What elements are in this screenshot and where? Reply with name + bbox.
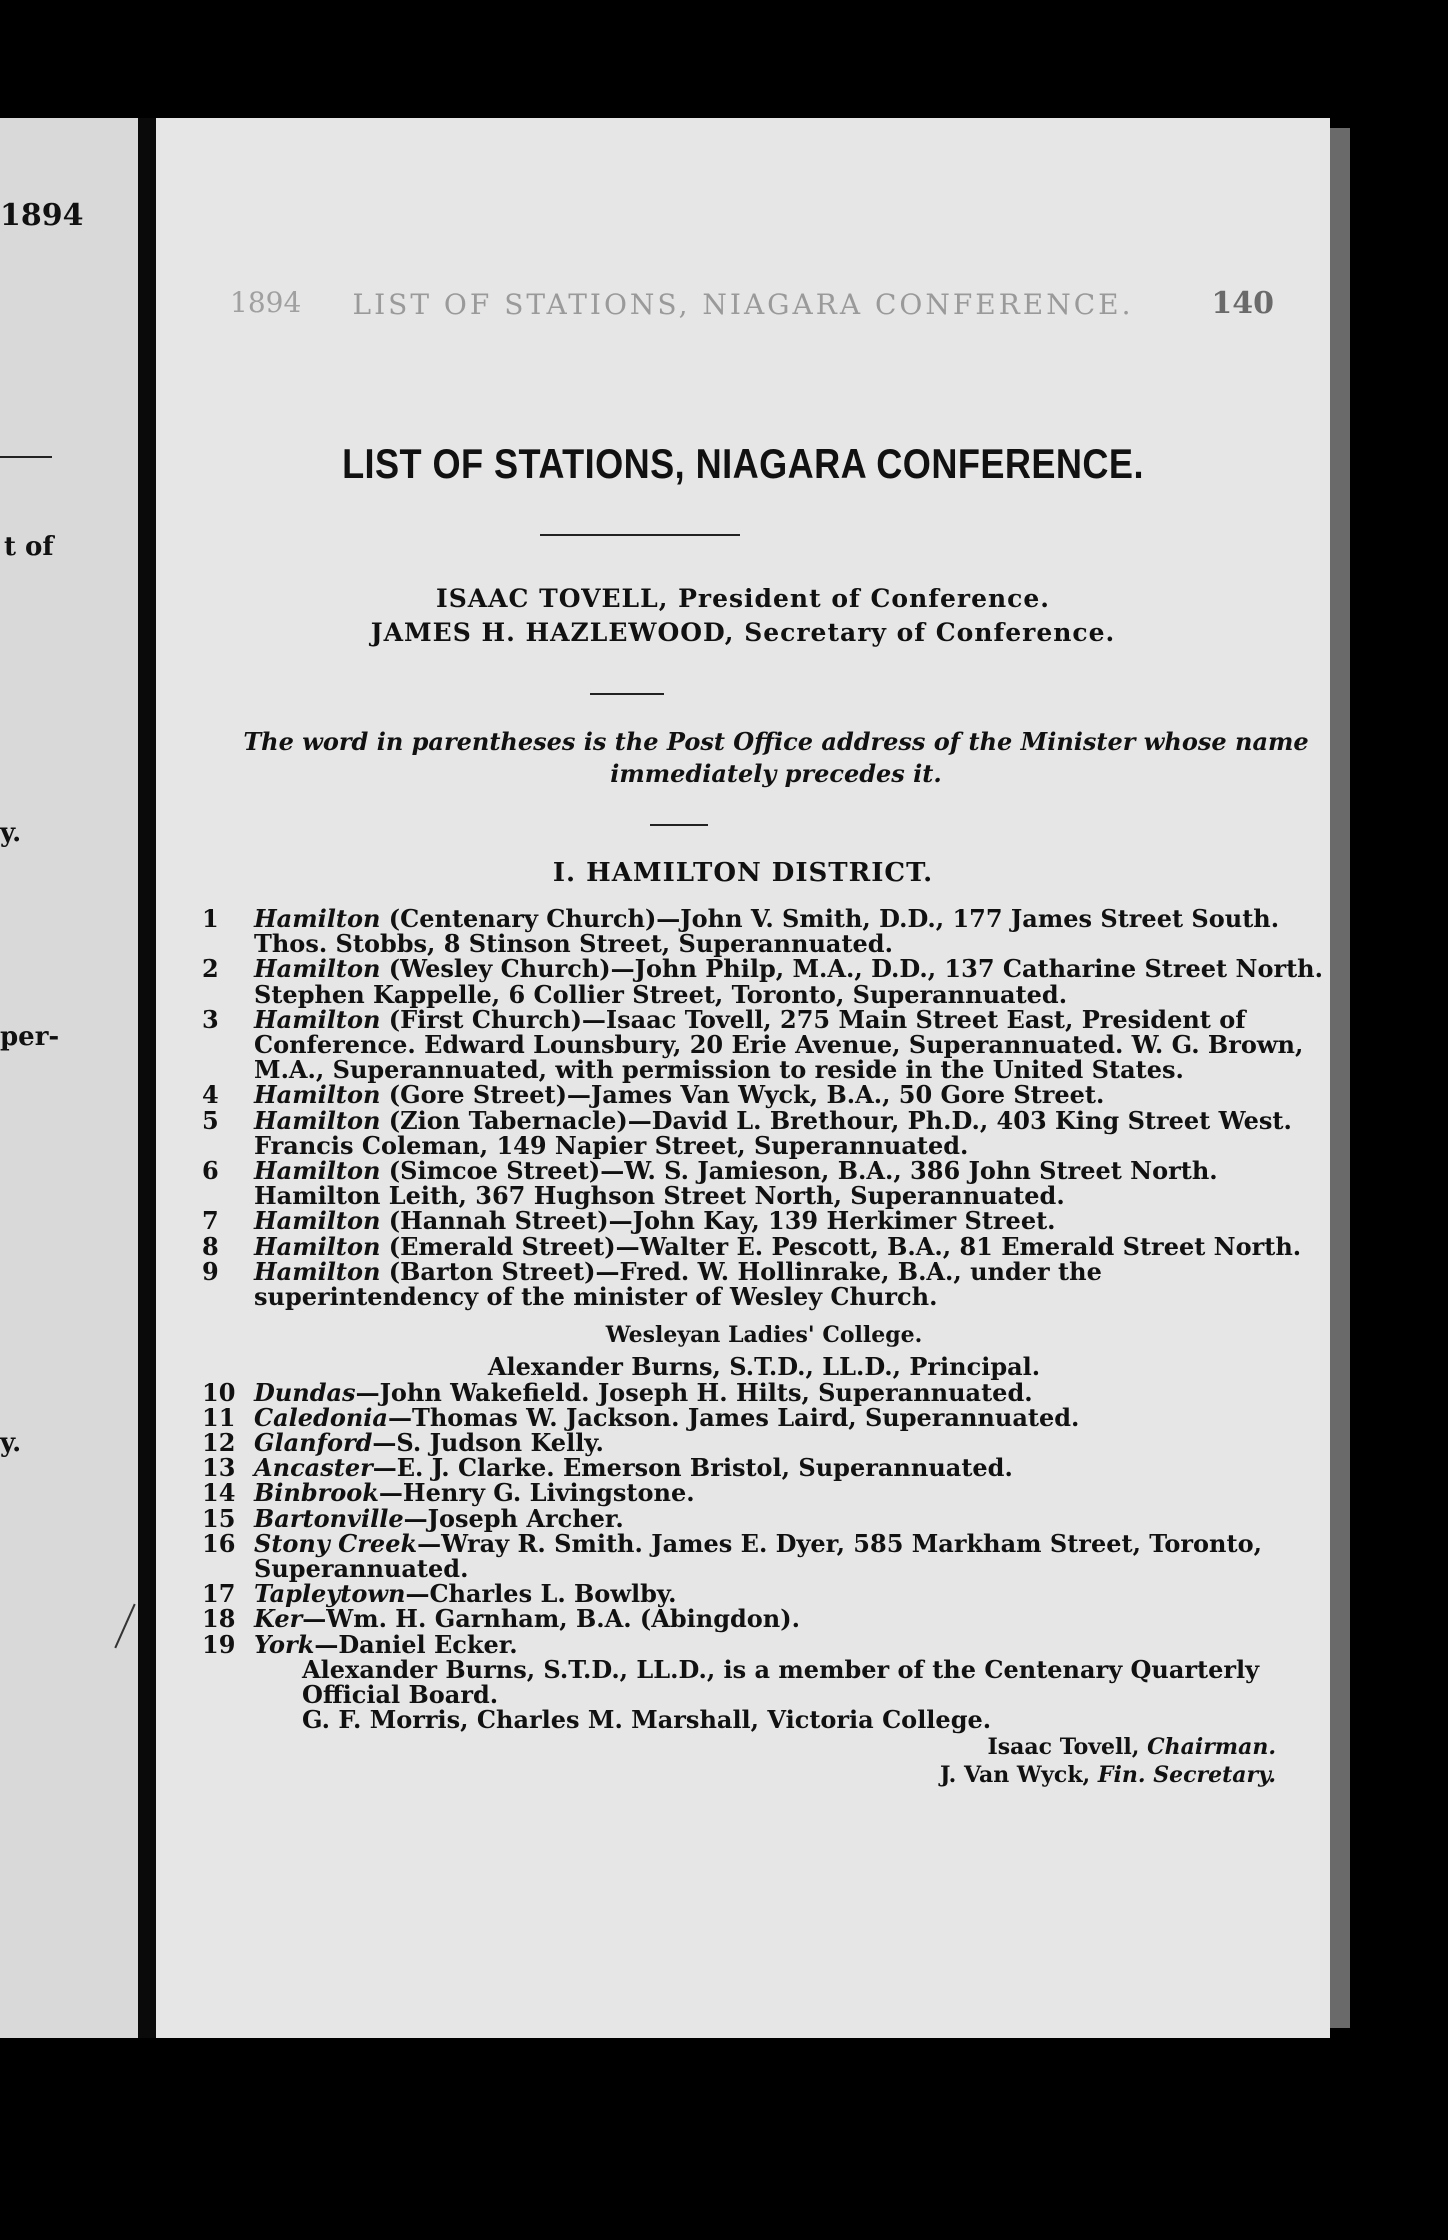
station-entry: 11 Caledonia—Thomas W. Jackson. James Laird, Superannuated.	[202, 1402, 1080, 1432]
title-rule	[540, 534, 740, 536]
running-head: LIST OF STATIONS, NIAGARA CONFERENCE.	[352, 288, 1134, 321]
left-page-year: 1894	[0, 198, 84, 233]
note-rule	[650, 824, 708, 826]
secretary-signature: J. Van Wyck, Fin. Secretary.	[939, 1761, 1276, 1788]
left-page-text-4: y.	[0, 1428, 22, 1458]
left-page-text-1: t of	[4, 532, 54, 562]
stations-list	[202, 906, 1326, 1789]
station-entry: 6 Hamilton (Simcoe Street)—W. S. Jamieson, B.A., 386 John Street North. Hamilton Leith, 367 Hughson Street North, Superannuated.	[202, 1156, 1218, 1211]
station-entry: 7 Hamilton (Hannah Street)—John Kay, 139 Herkimer Street.	[202, 1206, 1056, 1236]
page-gutter	[138, 118, 156, 2038]
left-page-rule	[0, 456, 52, 458]
college-heading: Wesleyan Ladies' College.	[605, 1322, 923, 1349]
station-entry: 4 Hamilton (Gore Street)—James Van Wyck, B.A., 50 Gore Street.	[202, 1080, 1105, 1110]
station-entry: 1 Hamilton (Centenary Church)—John V. Smith, D.D., 177 James Street South. Thos. Stobbs, 8 Stinson Street, Superannuated.	[202, 904, 1280, 959]
station-entry: 15 Bartonville—Joseph Archer.	[202, 1503, 624, 1533]
closing-note: G. F. Morris, Charles M. Marshall, Victoria College.	[302, 1705, 992, 1735]
station-entry: 18 Ker—Wm. H. Garnham, B.A. (Abingdon).	[202, 1604, 800, 1634]
closing-note: Alexander Burns, S.T.D., LL.D., is a member of the Centenary Quarterly Official Board.	[302, 1654, 1260, 1710]
station-entry: 17 Tapleytown—Charles L. Bowlby.	[202, 1579, 677, 1609]
page-edge	[1330, 128, 1350, 2028]
station-entry: 13 Ancaster—E. J. Clarke. Emerson Bristol, Superannuated.	[202, 1453, 1013, 1483]
officers-rule	[590, 693, 664, 695]
station-entry: 2 Hamilton (Wesley Church)—John Philp, M.A., D.D., 137 Catharine Street North. Stephen Kappelle, 6 Collier Street, Toronto, Superannuated.	[202, 954, 1323, 1009]
station-entry: 19 York—Daniel Ecker.	[202, 1629, 518, 1659]
book-page	[156, 118, 1330, 2038]
page-number: 140	[1211, 286, 1274, 321]
station-entry: 12 Glanford—S. Judson Kelly.	[202, 1428, 604, 1458]
station-entry: 3 Hamilton (First Church)—Isaac Tovell, 275 Main Street East, President of Conference. Edward Lounsbury, 20 Erie Avenue, Superannuated. W. G. Brown, M.A., Superannuated, with permission to reside in the United States.	[202, 1004, 1304, 1085]
station-entry: 9 Hamilton (Barton Street)—Fred. W. Hollinrake, B.A., under the superintendency of the minister of Wesley Church.	[202, 1256, 1102, 1312]
running-head-year: 1894	[230, 286, 302, 319]
address-note: The word in parentheses is the Post Office address of the Minister whose name immediately precedes it.	[243, 727, 1309, 788]
left-page-text-3: per-	[0, 1022, 60, 1052]
president-line: ISAAC TOVELL, President of Conference.	[436, 584, 1050, 613]
station-entry: 14 Binbrook—Henry G. Livingstone.	[202, 1478, 695, 1508]
left-page-text-2: y.	[0, 818, 22, 848]
page-title: LIST OF STATIONS, NIAGARA CONFERENCE.	[342, 440, 1144, 487]
left-page-fragment	[0, 118, 138, 2038]
station-entry: 10 Dundas—John Wakefield. Joseph H. Hilts, Superannuated.	[202, 1377, 1033, 1407]
chairman-signature: Isaac Tovell, Chairman.	[987, 1733, 1276, 1760]
station-entry: 5 Hamilton (Zion Tabernacle)—David L. Brethour, Ph.D., 403 King Street West. Francis Coleman, 149 Napier Street, Superannuated.	[202, 1105, 1292, 1160]
station-entry: 8 Hamilton (Emerald Street)—Walter E. Pescott, B.A., 81 Emerald Street North.	[202, 1231, 1302, 1261]
college-principal: Alexander Burns, S.T.D., LL.D., Principal.	[487, 1352, 1041, 1382]
station-entry: 16 Stony Creek—Wray R. Smith. James E. Dyer, 585 Markham Street, Toronto, Superannuated.	[202, 1528, 1262, 1584]
district-heading: I. HAMILTON DISTRICT.	[552, 858, 934, 888]
secretary-line: JAMES H. HAZLEWOOD, Secretary of Conference.	[370, 618, 1116, 647]
